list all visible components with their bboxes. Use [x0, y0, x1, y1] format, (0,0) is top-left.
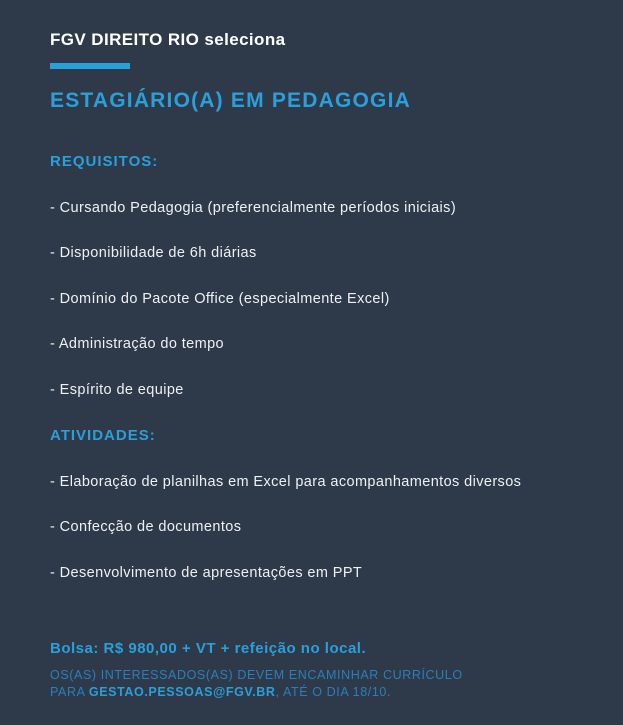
requisitos-list: [50, 200, 583, 399]
accent-dash: [50, 63, 130, 69]
list-item: - Domínio do Pacote Office (especialmente Excel): [50, 290, 390, 307]
application-instructions: [50, 667, 583, 701]
stipend-line: Bolsa: R$ 980,00 + VT + refeição no local.: [50, 640, 367, 658]
instructions-line2-suffix: , ATÉ O DIA 18/10.: [275, 685, 392, 700]
atividades-list: [50, 474, 583, 582]
instructions-line1: OS(AS) INTERESSADOS(AS) DEVEM ENCAMINHAR CURRÍCULO: [50, 668, 463, 683]
instructions-line2-prefix: PARA: [50, 685, 89, 700]
contact-email: GESTAO.PESSOAS@FGV.BR: [88, 685, 276, 700]
flyer-title: FGV DIREITO RIO seleciona: [50, 30, 286, 49]
atividades-section: [50, 427, 583, 582]
list-item: - Disponibilidade de 6h diárias: [50, 245, 257, 262]
atividades-heading: ATIVIDADES:: [50, 426, 156, 444]
list-item: - Administração do tempo: [50, 336, 225, 353]
list-item: - Espírito de equipe: [50, 381, 184, 398]
position-heading: ESTAGIÁRIO(A) EM PEDAGOGIA: [50, 89, 411, 112]
requisitos-heading: REQUISITOS:: [50, 153, 159, 170]
footer: [50, 640, 583, 701]
list-item: - Elaboração de planilhas em Excel para acompanhamentos diversos: [50, 473, 522, 490]
requisitos-section: [50, 153, 583, 399]
list-item: - Desenvolvimento de apresentações em PPT: [50, 564, 363, 581]
list-item: - Confecção de documentos: [50, 519, 242, 536]
list-item: - Cursando Pedagogia (preferencialmente períodos iniciais): [50, 200, 457, 216]
